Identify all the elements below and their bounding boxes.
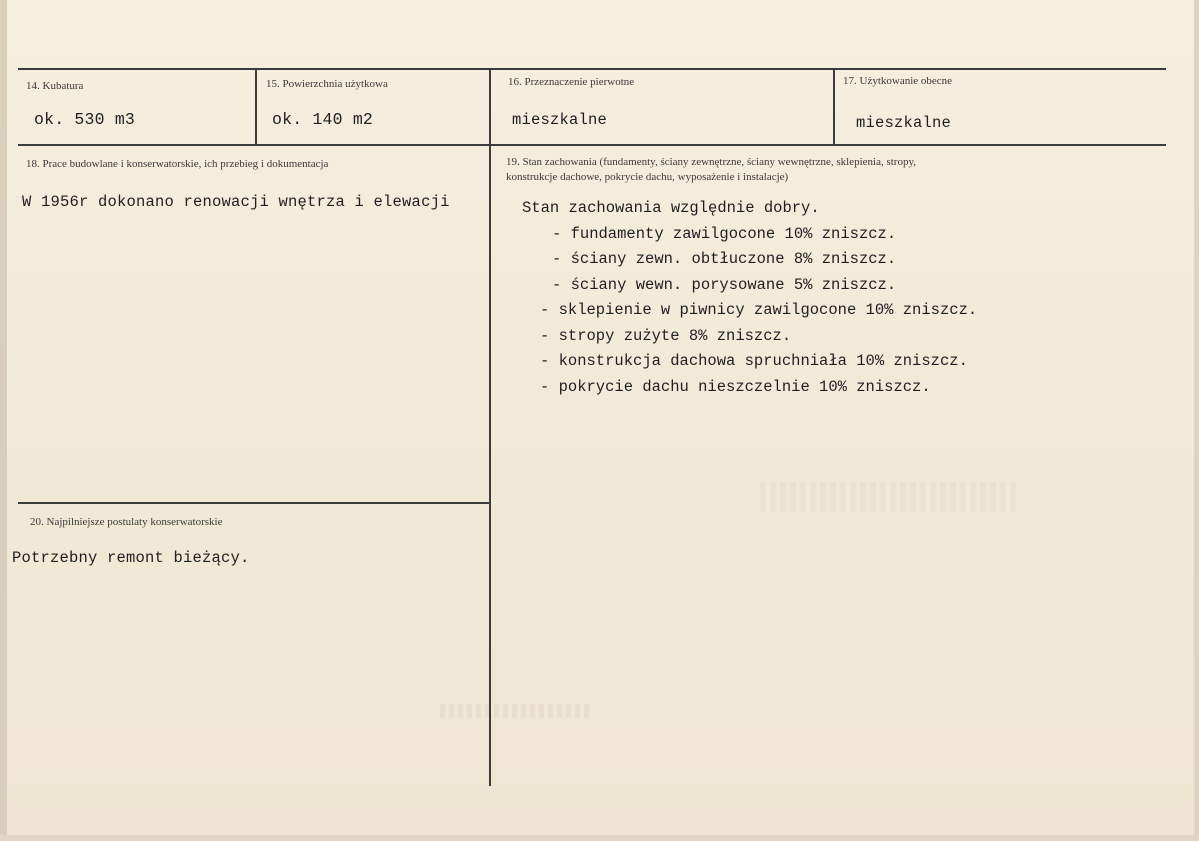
rule-col-16-17 — [833, 68, 835, 146]
condition-item: - ściany zewn. obtłuczone 8% zniszcz. — [552, 250, 897, 268]
rule-col-14-15 — [255, 68, 257, 146]
field-18-label: 18. Prace budowlane i konserwatorskie, ich przebieg i dokumentacja — [26, 158, 329, 170]
field-15-label: 15. Powierzchnia użytkowa — [266, 78, 388, 90]
field-20-value: Potrzebny remont bieżący. — [12, 549, 250, 567]
field-15-value: ok. 140 m2 — [272, 110, 374, 129]
rule-f18-bottom — [18, 502, 490, 504]
condition-summary: Stan zachowania względnie dobry. — [522, 199, 820, 217]
field-16-value: mieszkalne — [512, 111, 608, 129]
field-19-label-line1: 19. Stan zachowania (fundamenty, ściany zewnętrzne, ściany wewnętrzne, sklepienia, stropy, — [506, 156, 917, 168]
condition-item: - stropy zużyte 8% zniszcz. — [540, 326, 792, 345]
rule-row1-bottom — [18, 144, 1166, 146]
condition-item: - konstrukcja dachowa spruchniała 10% zniszcz. — [540, 352, 968, 370]
rule-top — [18, 68, 1166, 70]
paper-edge-left — [0, 0, 7, 841]
condition-item: - sklepienie w piwnicy zawilgocone 10% zniszcz. — [540, 301, 978, 319]
condition-item: - ściany wewn. porysowane 5% zniszcz. — [552, 275, 897, 294]
rule-col-15-16 — [489, 68, 491, 786]
paper-edge-bottom — [0, 835, 1199, 841]
field-17-label: 17. Użytkowanie obecne — [843, 75, 953, 87]
show-through-smudge — [440, 704, 590, 718]
condition-item: - pokrycie dachu nieszczelnie 10% zniszcz. — [540, 377, 931, 396]
field-14-value: ok. 530 m3 — [34, 110, 136, 129]
condition-list — [520, 196, 977, 400]
field-18-value: W 1956r dokonano renowacji wnętrza i elewacji — [22, 193, 450, 211]
show-through-smudge — [760, 482, 1020, 512]
paper-edge-right — [1194, 0, 1199, 841]
field-20-label: 20. Najpilniejsze postulaty konserwatorskie — [30, 516, 223, 528]
field-14-label: 14. Kubatura — [26, 80, 84, 92]
field-16-label: 16. Przeznaczenie pierwotne — [508, 76, 635, 88]
field-19-label-line2: konstrukcje dachowe, pokrycie dachu, wyposażenie i instalacje) — [506, 171, 789, 183]
condition-item: - fundamenty zawilgocone 10% zniszcz. — [552, 224, 897, 243]
field-17-value: mieszkalne — [856, 114, 952, 132]
